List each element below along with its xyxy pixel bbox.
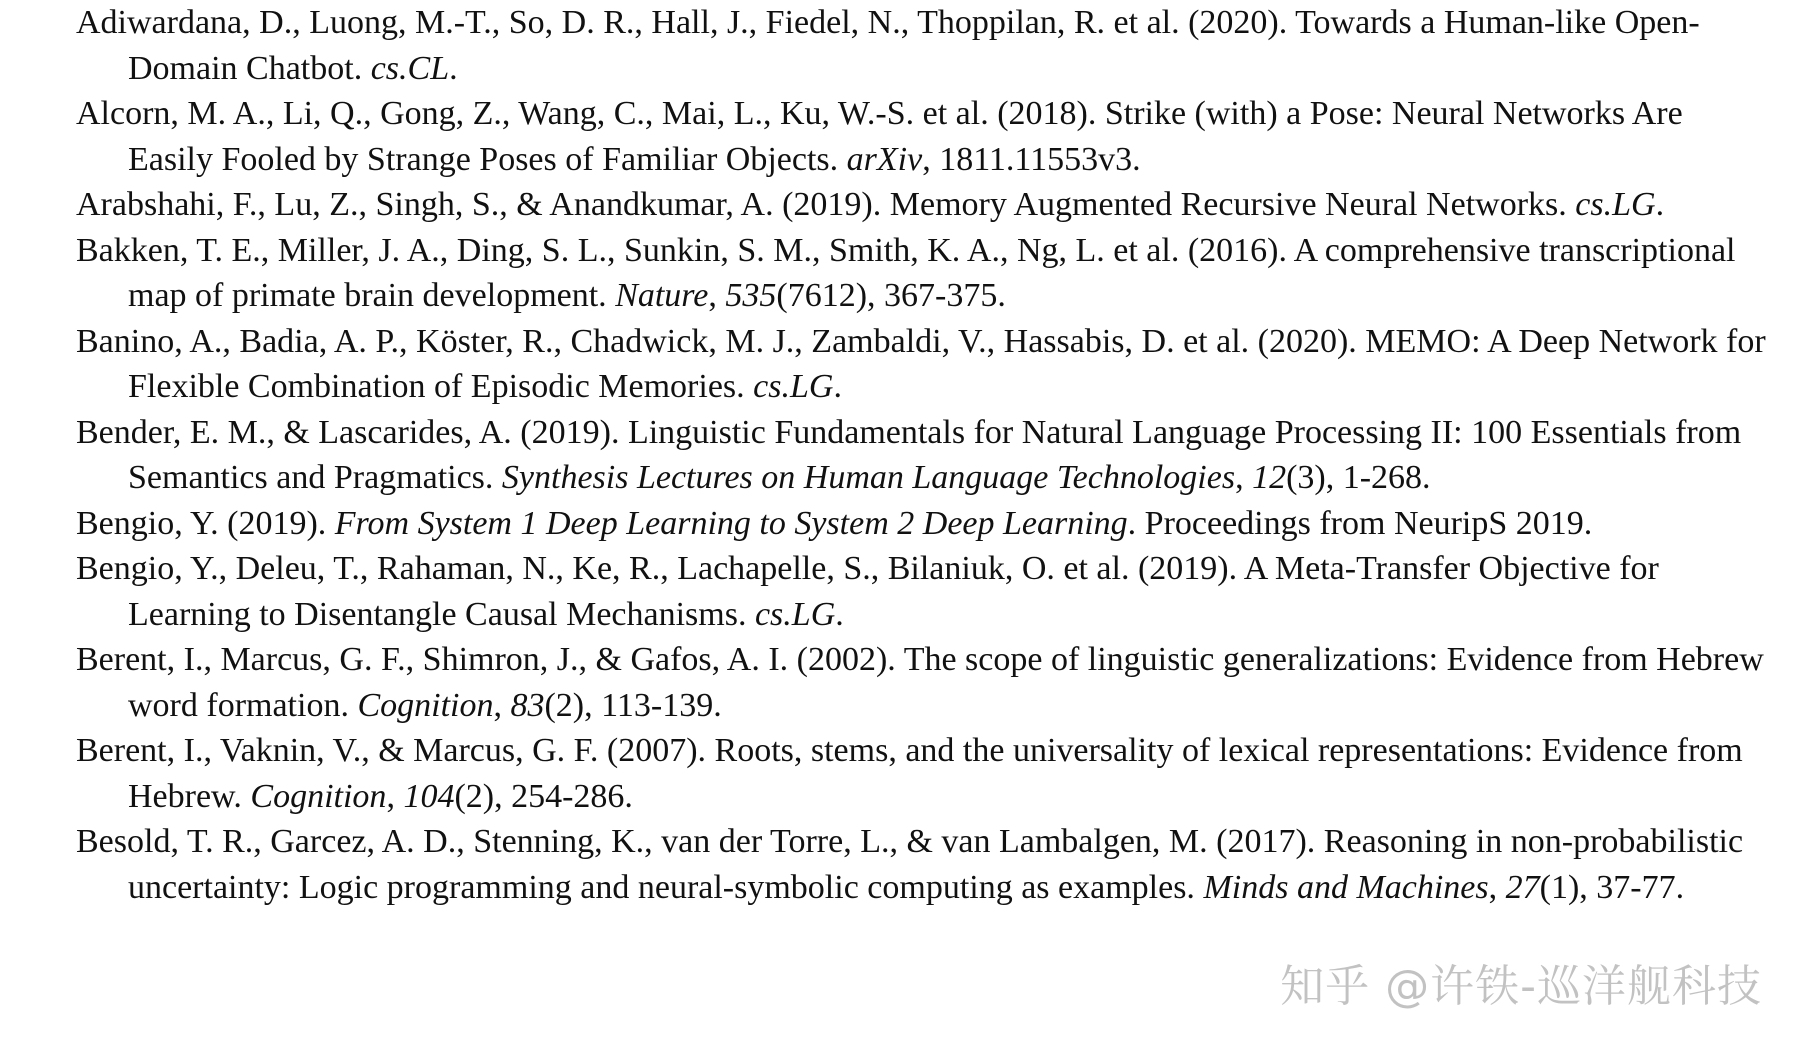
reference-entry: Alcorn, M. A., Li, Q., Gong, Z., Wang, C., Mai, L., Ku, W.-S. et al. (2018). Strike (with) a Pose: Neural Networks Are Easily Fooled by Strange Poses of Familiar Objects. arXiv, 1811.11553v3. xyxy=(76,95,1683,178)
reference-list xyxy=(76,0,1776,910)
reference-entry: Besold, T. R., Garcez, A. D., Stenning, K., van der Torre, L., & van Lambalgen, M. (2017). Reasoning in non-probabilistic uncertainty: Logic programming and neural-symbolic computing as examples. Minds and Machines, 27(1), 37-77. xyxy=(76,823,1744,906)
reference-entry: Berent, I., Marcus, G. F., Shimron, J., & Gafos, A. I. (2002). The scope of linguistic generalizations: Evidence from Hebrew word formation. Cognition, 83(2), 113-139. xyxy=(76,641,1764,724)
reference-entry: Bengio, Y. (2019). From System 1 Deep Learning to System 2 Deep Learning. Proceedings from NeuripS 2019. xyxy=(76,504,1593,542)
reference-entry: Adiwardana, D., Luong, M.-T., So, D. R., Hall, J., Fiedel, N., Thoppilan, R. et al. (2020). Towards a Human-like Open-Domain Chatbot. cs.CL. xyxy=(76,4,1700,87)
reference-entry: Bakken, T. E., Miller, J. A., Ding, S. L., Sunkin, S. M., Smith, K. A., Ng, L. et al. (2016). A comprehensive transcriptional map of primate brain development. Nature, 535(7612), 367-375. xyxy=(76,231,1736,314)
reference-entry: Berent, I., Vaknin, V., & Marcus, G. F. (2007). Roots, stems, and the universality of lexical representations: Evidence from Hebrew. Cognition, 104(2), 254-286. xyxy=(76,732,1743,815)
reference-entry: Bengio, Y., Deleu, T., Rahaman, N., Ke, R., Lachapelle, S., Bilaniuk, O. et al. (2019). A Meta-Transfer Objective for Learning to Disentangle Causal Mechanisms. cs.LG. xyxy=(76,550,1659,633)
reference-entry: Banino, A., Badia, A. P., Köster, R., Chadwick, M. J., Zambaldi, V., Hassabis, D. et al. (2020). MEMO: A Deep Network for Flexible Combination of Episodic Memories. cs.LG. xyxy=(76,322,1766,405)
reference-entry: Arabshahi, F., Lu, Z., Singh, S., & Anandkumar, A. (2019). Memory Augmented Recursive Neural Networks. cs.LG. xyxy=(76,186,1665,223)
reference-entry: Bender, E. M., & Lascarides, A. (2019). Linguistic Fundamentals for Natural Language Processing II: 100 Essentials from Semantics and Pragmatics. Synthesis Lectures on Human Language Technologies, 12(3), 1-268. xyxy=(76,413,1742,496)
watermark: 知乎 @许铁-巡洋舰科技 xyxy=(1280,961,1762,1012)
